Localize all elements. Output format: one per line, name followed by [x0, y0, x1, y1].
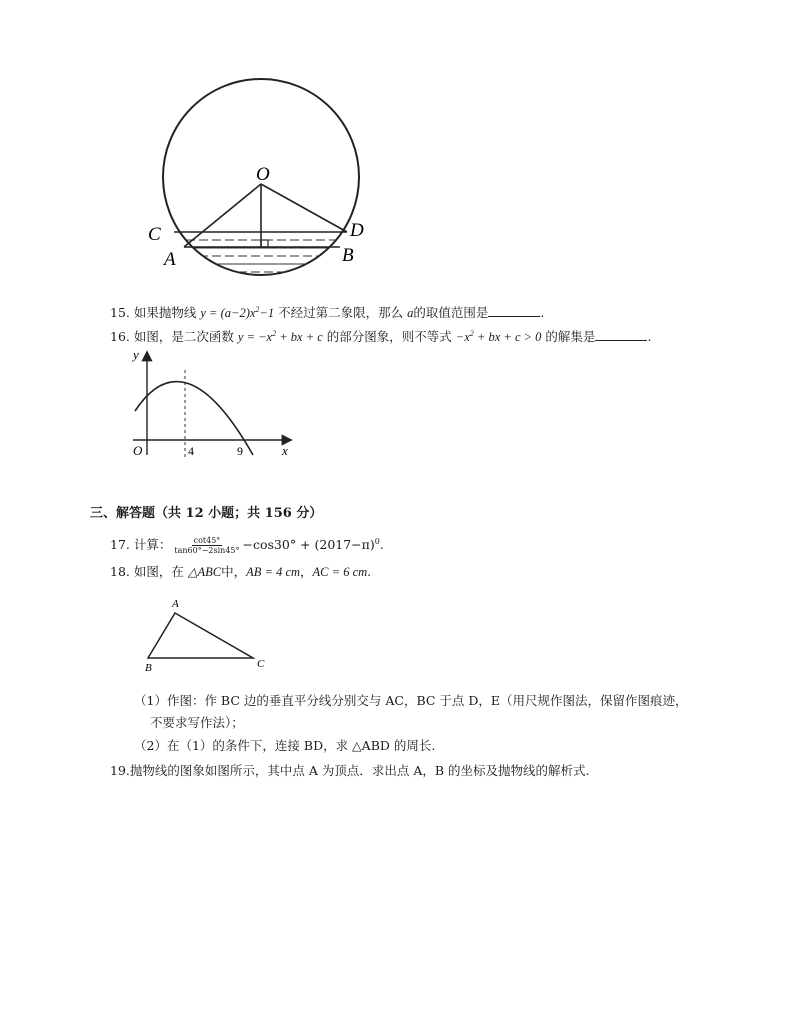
- q16-inequality-tail: + bx + c > 0: [473, 330, 542, 345]
- question-18: [110, 563, 371, 581]
- circle-figure: [140, 70, 380, 295]
- right-angle-mark: [261, 240, 268, 247]
- q16-formula-sup: 2: [272, 329, 277, 338]
- q15-end: .: [540, 305, 545, 321]
- q16-text-mid: 的部分图象，则不等式: [326, 329, 452, 345]
- parabola-figure: [125, 345, 300, 465]
- label-A: A: [164, 249, 176, 270]
- q16-formula-tail: + bx + c: [276, 330, 323, 345]
- q17-number: 17.: [110, 537, 130, 553]
- q18-end: .: [367, 564, 372, 579]
- q15-text-before: 如果抛物线: [133, 305, 197, 321]
- q18-part2: （2）在（1）的条件下，连接 BD，求 △ABD 的周长.: [134, 738, 436, 753]
- radius-OD: [261, 184, 347, 232]
- label-O: O: [256, 164, 270, 185]
- question-16: [110, 325, 651, 346]
- q15-text-mid: 不经过第二象限，那么: [278, 305, 404, 321]
- q16-inequality-sup: 2: [469, 329, 474, 338]
- label-D: D: [350, 220, 364, 241]
- triangle-label-A: A: [172, 598, 179, 610]
- q19-number: 19.: [110, 763, 130, 778]
- question-15: [110, 301, 544, 322]
- q15-number: 15.: [110, 305, 130, 321]
- label-B: B: [342, 245, 354, 266]
- question-17: [110, 533, 384, 555]
- label-C: C: [148, 224, 161, 245]
- q18-sep: ，: [300, 564, 313, 579]
- q15-text-after: 的取值范围是: [413, 305, 489, 321]
- q18-part1-line2: 不要求写作法）；: [150, 715, 244, 730]
- q17-tail-sup: 0: [374, 537, 380, 546]
- triangle-label-B: B: [145, 662, 152, 674]
- q15-formula: y = (a−2)x: [200, 306, 256, 321]
- tick-label-9: 9: [237, 444, 243, 458]
- q18-part1-line1: （1）作图：作 BC 边的垂直平分线分别交与 AC，BC 于点 D，E（用尺规作图法，保留作图痕迹，: [134, 693, 688, 708]
- origin-label: O: [133, 443, 143, 458]
- q16-number: 16.: [110, 329, 130, 345]
- parabola-curve: [135, 382, 253, 455]
- q16-end: .: [647, 329, 652, 345]
- q15-var-a: a: [407, 306, 414, 321]
- q18-triangle: △ABC: [187, 565, 222, 579]
- q17-fraction: [172, 536, 241, 555]
- q17-prefix: 计算：: [133, 537, 172, 553]
- q18-ab: AB = 4 cm: [246, 565, 301, 579]
- section-heading: 三、解答题（共 12 小题；共 156 分）: [90, 506, 323, 521]
- q15-formula-tail: −1: [259, 306, 275, 321]
- triangle-figure: [140, 595, 275, 675]
- triangle-label-C: C: [257, 658, 265, 670]
- y-axis-label: y: [133, 347, 139, 362]
- q16-text-after: 的解集是: [545, 329, 596, 345]
- q18-number: 18.: [110, 564, 130, 579]
- q15-answer-blank[interactable]: [488, 304, 540, 317]
- q17-tail: −cos30° + (2017−π): [242, 537, 375, 553]
- q19-text: 抛物线的图象如图所示，其中点 A 为顶点．求出点 A，B 的坐标及抛物线的解析式.: [129, 763, 590, 778]
- q15-formula-sup: 2: [255, 305, 260, 314]
- radius-OA: [184, 184, 261, 247]
- q16-answer-blank[interactable]: [595, 328, 647, 341]
- q18-text-mid: 中，: [221, 564, 247, 579]
- q16-inequality: −x: [455, 330, 470, 345]
- q18-text-before: 如图，在: [133, 564, 184, 579]
- tick-label-4: 4: [188, 444, 194, 458]
- x-axis-label: x: [282, 443, 288, 458]
- q17-fraction-denominator: tan60°−2sin45°: [174, 546, 240, 556]
- q17-end: .: [379, 537, 384, 553]
- q17-fraction-numerator: cot45°: [193, 536, 221, 546]
- triangle-ABC: [148, 613, 253, 658]
- q18-ac: AC = 6 cm: [312, 565, 368, 579]
- q16-formula: y = −x: [237, 330, 273, 345]
- q16-text-before: 如图，是二次函数: [133, 329, 234, 345]
- question-19: [110, 762, 590, 780]
